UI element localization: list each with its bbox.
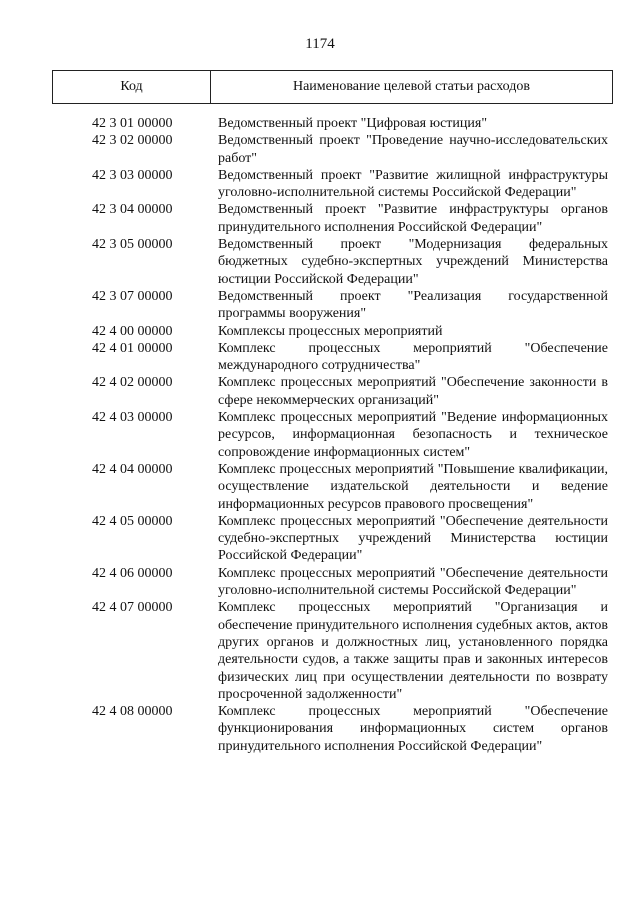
table-row <box>0 340 640 375</box>
row-name: Ведомственный проект "Цифровая юстиция" <box>218 116 488 131</box>
row-name: Комплекс процессных мероприятий "Ведение информационных ресурсов, информационная безопасность и техническое сопровождение информационных систем" <box>218 410 608 460</box>
row-code: 42 3 05 00000 <box>92 237 173 253</box>
header-code: Код <box>53 71 211 103</box>
row-code: 42 4 01 00000 <box>92 340 173 356</box>
row-code: 42 3 07 00000 <box>92 288 173 304</box>
row-name: Ведомственный проект "Развитие жилищной инфраструктуры уголовно-исполнительной системы Российской Федерации" <box>218 167 608 201</box>
table-row <box>0 236 640 288</box>
row-name: Ведомственный проект "Реализация государственной программы вооружения" <box>218 288 608 322</box>
row-name: Ведомственный проект "Развитие инфраструктуры органов принудительного исполнения Российской Федерации" <box>218 202 608 235</box>
row-name: Комплекс процессных мероприятий "Обеспечение международного сотрудничества" <box>218 340 608 374</box>
row-name: Комплекс процессных мероприятий "Обеспечение функционирования информационных систем органов принудительного исполнения Российской Федерации" <box>218 704 608 754</box>
row-code: 42 3 03 00000 <box>92 167 173 183</box>
row-code: 42 4 05 00000 <box>92 513 173 529</box>
row-code: 42 4 02 00000 <box>92 375 173 391</box>
row-code: 42 4 00 00000 <box>92 323 173 339</box>
table-row <box>0 565 640 600</box>
row-name: Комплексы процессных мероприятий <box>218 323 443 339</box>
row-name: Комплекс процессных мероприятий "Обеспечение деятельности уголовно-исполнительной системы Российской Федерации" <box>218 565 608 599</box>
header-name: Наименование целевой статьи расходов <box>292 79 531 94</box>
row-code: 42 4 03 00000 <box>92 410 173 426</box>
row-code: 42 4 07 00000 <box>92 600 173 616</box>
table-row <box>0 201 640 236</box>
row-code: 42 3 04 00000 <box>92 202 173 218</box>
row-name: Комплекс процессных мероприятий "Повышение квалификации, осуществление издательской деятельности и ведение информационных ресурсов правового просвещения" <box>218 461 608 512</box>
row-code: 42 3 01 00000 <box>92 116 173 131</box>
table-row <box>0 132 640 167</box>
table-body <box>0 115 640 755</box>
page-number: 1174 <box>305 36 335 52</box>
table-row <box>0 288 640 323</box>
table-row <box>0 167 640 202</box>
table-row <box>0 703 640 755</box>
row-name: Комплекс процессных мероприятий "Обеспечение деятельности судебно-экспертных учреждений Министерства юстиции Российской Федерации" <box>218 513 608 564</box>
table-header <box>52 70 613 104</box>
table-row <box>0 409 640 461</box>
row-name: Ведомственный проект "Модернизация федеральных бюджетных судебно-экспертных учреждений Министерства юстиции Российской Федерации" <box>218 237 608 287</box>
row-code: 42 4 06 00000 <box>92 565 173 581</box>
row-code: 42 4 04 00000 <box>92 461 173 477</box>
row-code: 42 3 02 00000 <box>92 133 173 149</box>
row-name: Комплекс процессных мероприятий "Обеспечение законности в сфере некоммерческих организаций" <box>218 375 608 408</box>
table-row <box>0 461 640 513</box>
table-row <box>0 323 640 340</box>
table-row <box>0 599 640 703</box>
row-name: Комплекс процессных мероприятий "Организация и обеспечение принудительного исполнения судебных актов, актов других органов и должностных лиц, установленного порядка деятельности судов, а также защиты прав и законных интересов физических лиц при осуществлении деятельности по возврату просроченной задолженности" <box>218 600 608 702</box>
table-row <box>0 374 640 409</box>
table-row <box>0 115 640 132</box>
row-code: 42 4 08 00000 <box>92 704 173 720</box>
row-name: Ведомственный проект "Проведение научно-исследовательских работ" <box>218 133 608 166</box>
table-row <box>0 513 640 565</box>
